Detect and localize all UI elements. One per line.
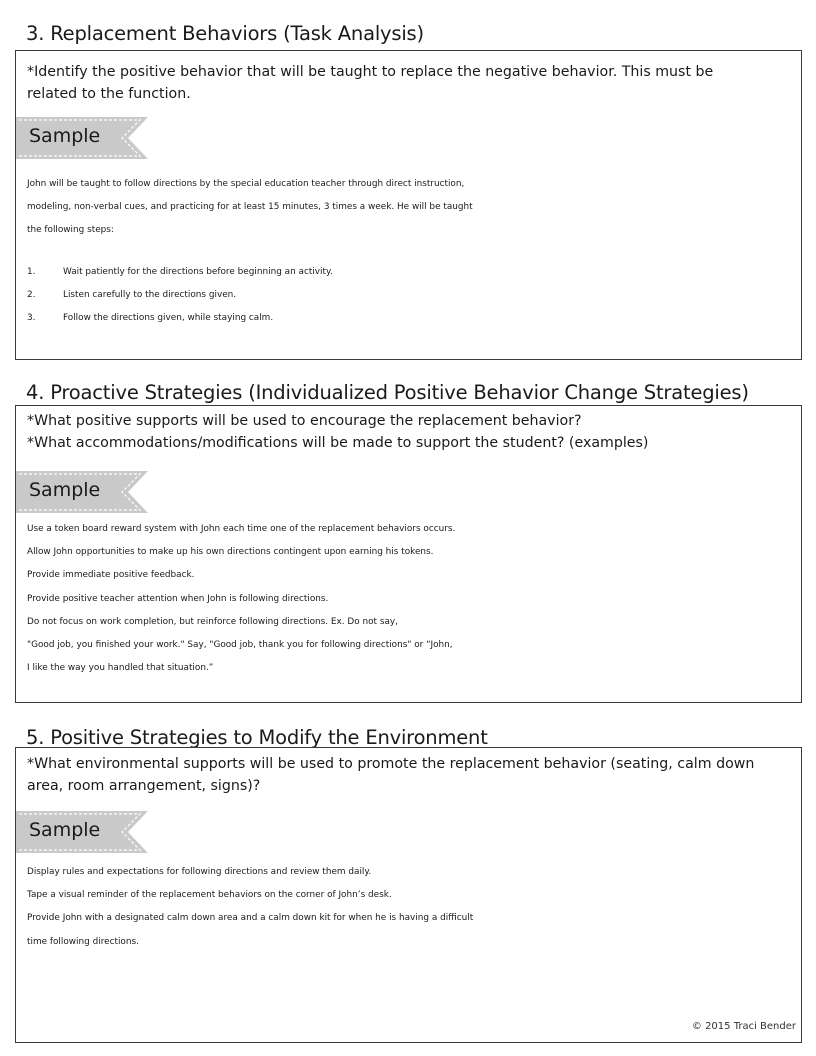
body-line: "Good job, you finished your work." Say, "Good job, thank you for following directions" or “John, [27,640,453,651]
body-line: Display rules and expectations for following directions and review them daily. [27,867,372,877]
section-3-box [15,50,802,360]
sample-label: Sample [29,819,101,841]
prompt-line: *What positive supports will be used to encourage the replacement behavior? [27,413,582,429]
sample-ribbon [16,117,148,159]
prompt-line: area, room arrangement, signs)? [27,778,261,794]
body-line: Use a token board reward system with John each time one of the replacement behaviors occurs. [27,524,456,534]
body-line: Do not focus on work completion, but reinforce following directions. Ex. Do not say, [27,616,398,627]
section-5-body [27,861,795,954]
body-line: Provide immediate positive feedback. [27,570,195,581]
section-5-prompt [27,753,793,797]
section-4-heading: 4. Proactive Strategies (Individualized Positive Behavior Change Strategies) [26,381,749,404]
sample-ribbon [16,471,148,513]
sample-label: Sample [29,125,101,147]
section-3-prompt [27,61,793,105]
steps-list [27,261,795,331]
section-4-box [15,405,802,703]
section-3-heading: 3. Replacement Behaviors (Task Analysis) [26,22,424,45]
list-item: 2. Listen carefully to the directions given. [27,290,237,301]
body-line: Tape a visual reminder of the replacement behaviors on the corner of John’s desk. [27,890,392,901]
sample-ribbon [16,811,148,853]
prompt-line: *Identify the positive behavior that will be taught to replace the negative behavior. This must be [27,64,714,80]
body-line: Provide positive teacher attention when John is following directions. [27,593,329,604]
body-line: Provide John with a designated calm down area and a calm down kit for when he is having a difficult [27,913,474,924]
section-5-heading: 5. Positive Strategies to Modify the Environment [26,726,488,749]
body-line: I like the way you handled that situation.” [27,663,214,674]
body-line: Allow John opportunities to make up his own directions contingent upon earning his tokens. [27,547,434,558]
section-5-box [15,747,802,1043]
section-4-body [27,518,795,680]
section-3-body [27,173,795,243]
prompt-line: related to the function. [27,86,191,102]
section-4-prompt [27,410,793,454]
body-line: John will be taught to follow directions by the special education teacher through direct instruction, [27,179,465,189]
prompt-line: *What accommodations/modifications will be made to support the student? (examples) [27,435,649,451]
body-line: modeling, non-verbal cues, and practicing for at least 15 minutes, 3 times a week. He will be taught [27,202,473,213]
list-item: 3. Follow the directions given, while staying calm. [27,313,274,324]
body-line: time following directions. [27,936,139,947]
list-item: 1. Wait patiently for the directions before beginning an activity. [27,267,333,277]
prompt-line: *What environmental supports will be used to promote the replacement behavior (seating, calm down [27,756,755,772]
body-line: the following steps: [27,225,114,236]
sample-label: Sample [29,479,101,501]
copyright-footer: © 2015 Traci Bender [691,1021,796,1032]
